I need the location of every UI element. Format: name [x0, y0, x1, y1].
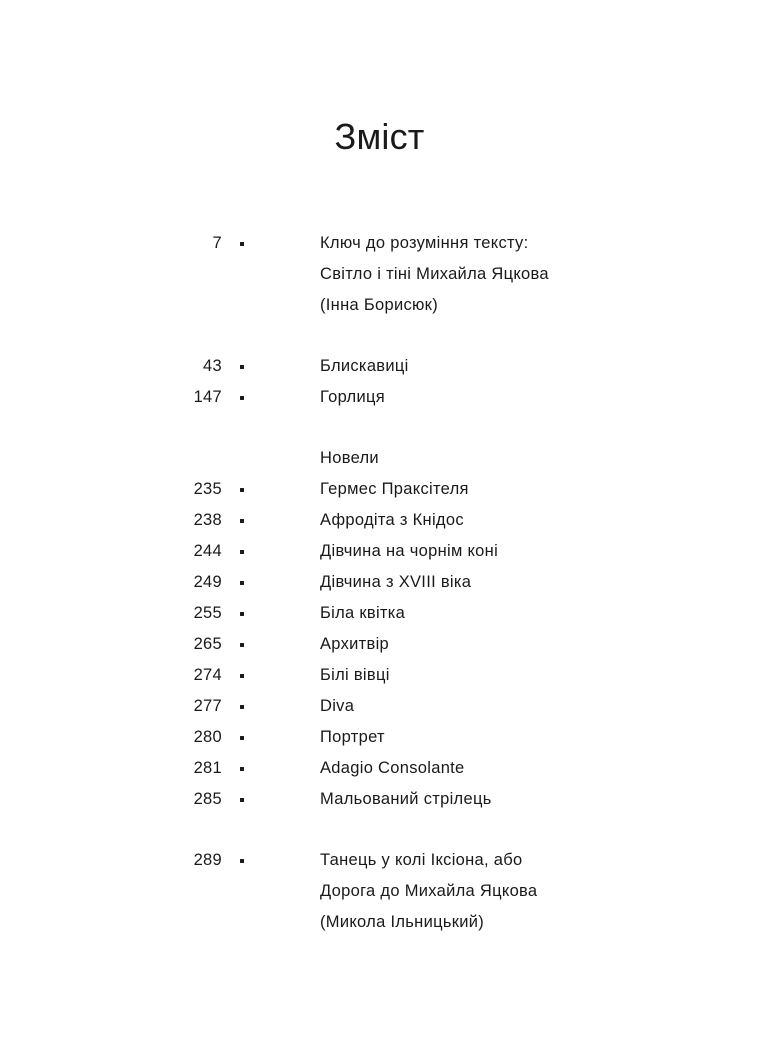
toc-bullet-separator — [222, 629, 266, 660]
toc-entry-title — [266, 722, 660, 753]
toc-title-line: Ключ до розуміння тексту: — [320, 234, 529, 252]
toc-group — [0, 845, 759, 938]
toc-bullet-separator — [222, 845, 266, 876]
toc-page-number: 289 — [193, 851, 222, 869]
toc-page-number: 281 — [193, 759, 222, 777]
toc-page-number: 235 — [193, 480, 222, 498]
toc-bullet-separator — [222, 598, 266, 629]
bullet-dot-icon — [240, 612, 244, 616]
bullet-dot-icon — [240, 705, 244, 709]
toc-entry-title — [266, 753, 660, 784]
bullet-dot-icon — [240, 736, 244, 740]
toc-entry[interactable] — [0, 722, 759, 753]
toc-page-number: 255 — [193, 604, 222, 622]
toc-entry[interactable] — [0, 505, 759, 536]
toc-title-line: Diva — [320, 697, 355, 715]
toc-title-line: Архитвір — [320, 635, 390, 653]
toc-bullet-separator — [222, 660, 266, 691]
toc-entry[interactable] — [0, 753, 759, 784]
toc-group — [0, 228, 759, 321]
toc-page-number: 244 — [193, 542, 222, 560]
toc-bullet-separator — [222, 784, 266, 815]
toc-bullet-separator — [222, 382, 266, 413]
page-title: Зміст — [334, 116, 425, 158]
toc-title-line: Adagio Consolante — [320, 759, 465, 777]
toc-entry[interactable] — [0, 228, 759, 321]
bullet-dot-icon — [240, 859, 244, 863]
toc-entry-title — [266, 629, 660, 660]
toc-entry[interactable] — [0, 598, 759, 629]
toc-entry[interactable] — [0, 784, 759, 815]
table-of-contents — [0, 228, 759, 938]
toc-entry-title — [266, 784, 660, 815]
toc-entry[interactable] — [0, 382, 759, 413]
toc-entry[interactable] — [0, 691, 759, 722]
bullet-dot-icon — [240, 767, 244, 771]
toc-bullet-separator — [222, 691, 266, 722]
toc-bullet-separator — [222, 567, 266, 598]
toc-title-line: Світло і тіні Михайла Яцкова — [320, 265, 549, 283]
toc-bullet-separator — [222, 443, 266, 474]
toc-page-number: 280 — [193, 728, 222, 746]
toc-page-number: 274 — [193, 666, 222, 684]
toc-bullet-separator — [222, 536, 266, 567]
toc-title-line: Портрет — [320, 728, 385, 746]
toc-page-number: 265 — [193, 635, 222, 653]
toc-entry-title — [266, 660, 660, 691]
toc-entry-title — [266, 845, 660, 938]
toc-section-label — [266, 443, 660, 474]
toc-bullet-separator — [222, 474, 266, 505]
toc-entry-title — [266, 505, 660, 536]
bullet-dot-icon — [240, 798, 244, 802]
toc-bullet-separator — [222, 228, 266, 259]
toc-entry-title — [266, 536, 660, 567]
toc-entry-title — [266, 228, 660, 321]
toc-page-number: 285 — [193, 790, 222, 808]
toc-title-line: Дівчина з XVIII віка — [320, 573, 472, 591]
toc-entry[interactable] — [0, 351, 759, 382]
toc-bullet-separator — [222, 722, 266, 753]
toc-bullet-separator — [222, 505, 266, 536]
toc-entry-title — [266, 382, 660, 413]
toc-entry[interactable] — [0, 536, 759, 567]
toc-page-number: 238 — [193, 511, 222, 529]
toc-section-heading[interactable] — [0, 443, 759, 474]
bullet-dot-icon — [240, 519, 244, 523]
toc-entry-title — [266, 598, 660, 629]
toc-title-line: Танець у колі Іксіона, або — [320, 851, 523, 869]
toc-entry[interactable] — [0, 567, 759, 598]
toc-title-line: Афродіта з Кнідос — [320, 511, 464, 529]
toc-group — [0, 443, 759, 815]
toc-title-line: Новели — [320, 449, 379, 467]
toc-title-line: Дівчина на чорнім коні — [320, 542, 499, 560]
toc-title-line: Біла квітка — [320, 604, 406, 622]
toc-title-line: Білі вівці — [320, 666, 390, 684]
toc-title-line: (Микола Ільницький) — [320, 913, 485, 931]
toc-page-number: 7 — [212, 234, 222, 252]
toc-group — [0, 351, 759, 413]
bullet-dot-icon — [240, 550, 244, 554]
toc-page-number: 277 — [193, 697, 222, 715]
toc-bullet-separator — [222, 351, 266, 382]
bullet-dot-icon — [240, 674, 244, 678]
bullet-dot-icon — [240, 581, 244, 585]
toc-title-line: Дорога до Михайла Яцкова — [320, 882, 538, 900]
toc-title-line: Блискавиці — [320, 357, 409, 375]
toc-page-number: 43 — [203, 357, 222, 375]
toc-page-number: 249 — [193, 573, 222, 591]
toc-title-line: Гермес Праксітеля — [320, 480, 469, 498]
toc-entry-title — [266, 351, 660, 382]
toc-bullet-separator — [222, 753, 266, 784]
toc-page-number: 147 — [193, 388, 222, 406]
bullet-dot-icon — [240, 365, 244, 369]
toc-entry[interactable] — [0, 660, 759, 691]
toc-entry-title — [266, 567, 660, 598]
bullet-dot-icon — [240, 242, 244, 246]
toc-title-line: Горлиця — [320, 388, 385, 406]
toc-title-line: (Інна Борисюк) — [320, 296, 438, 314]
toc-title-line: Мальований стрілець — [320, 790, 492, 808]
bullet-dot-icon — [240, 396, 244, 400]
toc-entry[interactable] — [0, 845, 759, 938]
toc-entry-title — [266, 474, 660, 505]
bullet-dot-icon — [240, 488, 244, 492]
toc-entry-title — [266, 691, 660, 722]
toc-entry[interactable] — [0, 474, 759, 505]
toc-entry[interactable] — [0, 629, 759, 660]
bullet-dot-icon — [240, 643, 244, 647]
